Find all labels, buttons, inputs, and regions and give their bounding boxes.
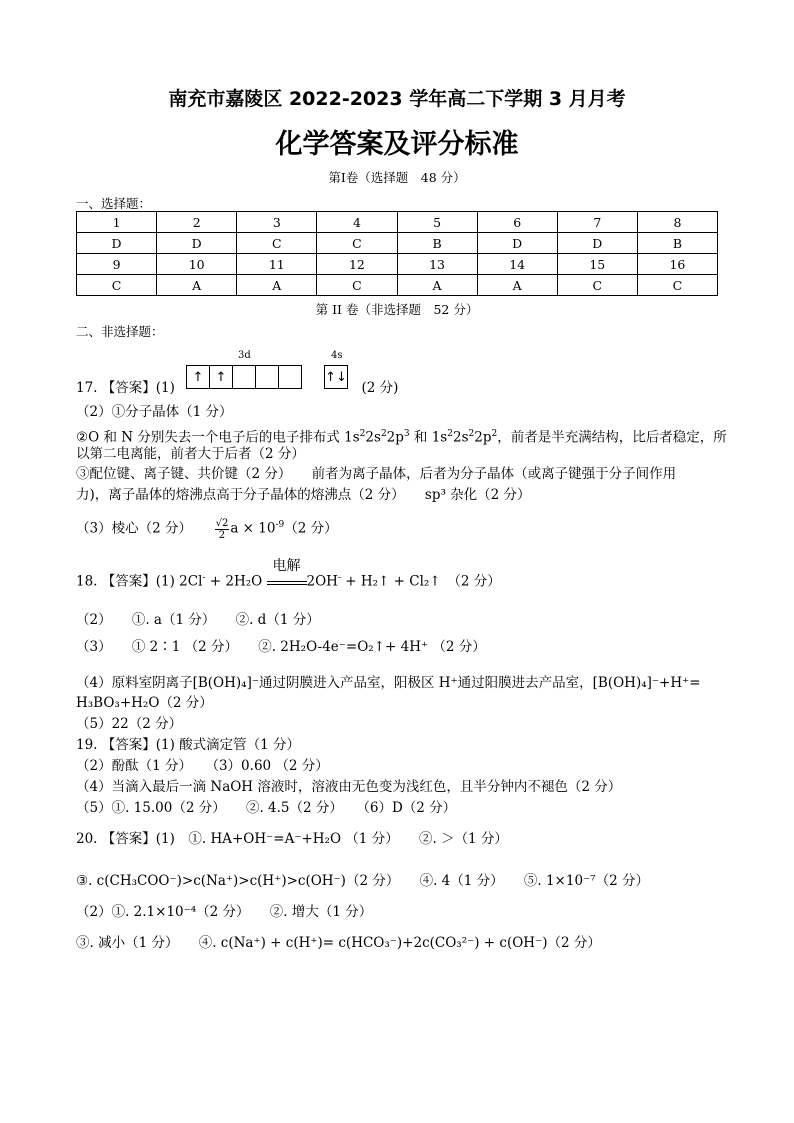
- table-cell: D: [157, 233, 237, 254]
- table-cell: 12: [317, 254, 397, 275]
- table-cell: 1: [77, 212, 157, 233]
- table-row-numbers: [77, 254, 718, 275]
- orbital-3d-label: 3d: [238, 350, 251, 361]
- table-cell: C: [77, 275, 157, 296]
- q19-line2: （2）酚酞（1 分） （3）0.60 （2 分）: [76, 758, 329, 774]
- section-nonchoice-label: 二、非选择题：: [76, 324, 164, 339]
- page-subtitle: 化学答案及评分标准: [275, 129, 519, 160]
- table-row-answers: [77, 275, 718, 296]
- orbital-box: ↑: [187, 366, 210, 388]
- orbital-box: ↑: [210, 366, 233, 388]
- q17-score: (2 分): [361, 380, 399, 396]
- table-cell: B: [397, 233, 477, 254]
- part2-heading: 第 II 卷（非选择题 52 分）: [315, 302, 479, 317]
- q20-line3: （2）①. 2.1×10⁻⁴（2 分） ②. 增大（1 分）: [76, 904, 373, 920]
- table-cell: 13: [397, 254, 477, 275]
- q17-line3: ②O 和 N 分别失去一个电子后的电子排布式 $1s^22s^22p^3$ 和 $1s^22s^22p^2$，前者是半充满结构，比后者稳定，所: [76, 429, 727, 446]
- table-row-numbers: [77, 212, 718, 233]
- table-cell: 9: [77, 254, 157, 275]
- table-cell: 4: [317, 212, 397, 233]
- q19-line4: （5）①. 15.00（2 分） ②. 4.5（2 分） （6）D（2 分）: [76, 800, 457, 816]
- table-cell: C: [317, 275, 397, 296]
- table-cell: 14: [477, 254, 557, 275]
- table-cell: B: [637, 233, 717, 254]
- q19-line3: （4）当滴入最后一滴 NaOH 溶液时，溶液由无色变为浅红色，且半分钟内不褪色（2 分）: [76, 779, 622, 795]
- orbital-box: ↑↓: [325, 369, 347, 385]
- fraction: $\frac{√2}{2}$: [215, 517, 229, 541]
- q17-line1: [76, 378, 721, 398]
- table-cell: A: [397, 275, 477, 296]
- table-cell: 5: [397, 212, 477, 233]
- table-cell: 16: [637, 254, 717, 275]
- table-cell: 8: [637, 212, 717, 233]
- table-cell: 6: [477, 212, 557, 233]
- q20-line1: 20. 【答案】(1) ①. HA+OH⁻=A⁻+H₂O （1 分） ②. ＞（1 分）: [76, 831, 508, 847]
- q18-line3: （3） ① 2∶1 （2 分） ②. 2H₂O-4e⁻=O₂↑+ 4H⁺ （2 分）: [76, 639, 486, 655]
- q18-line2: （2） ①. a（1 分） ②. d（1 分）: [76, 612, 320, 628]
- table-cell: A: [157, 275, 237, 296]
- table-cell: D: [477, 233, 557, 254]
- table-cell: A: [477, 275, 557, 296]
- q20-line2: ③. c(CH₃COO⁻)>c(Na⁺)>c(H⁺)>c(OH⁻)（2 分） ④. 4（1 分） ⑤. 1×10⁻⁷（2 分）: [76, 873, 649, 889]
- table-cell: C: [557, 275, 637, 296]
- table-cell: 11: [237, 254, 317, 275]
- table-cell: 2: [157, 212, 237, 233]
- table-row-answers: [77, 233, 718, 254]
- table-cell: C: [637, 275, 717, 296]
- table-cell: D: [557, 233, 637, 254]
- table-cell: 7: [557, 212, 637, 233]
- q20-line4: ③. 减小（1 分） ④. c(Na⁺) + c(H⁺)= c(HCO₃⁻)+2c(CO₃²⁻) + c(OH⁻)（2 分）: [76, 935, 601, 951]
- q18-line5: H₃BO₃+H₂O（2 分）: [76, 695, 213, 711]
- section-choice-label: 一、选择题：: [76, 196, 152, 211]
- q17-line7: （3）棱心（2 分） $\frac{√2}{2}$ $a \times 10^{-9}(2$ 分）: [76, 517, 338, 541]
- page-title: 南充市嘉陵区 2022-2023 学年高二下学期 3 月月考: [168, 88, 626, 110]
- q17-label: 17. 【答案】(1): [76, 380, 175, 396]
- electrolysis-condition: 电解: [267, 572, 307, 592]
- table-cell: 10: [157, 254, 237, 275]
- q17-line2: （2）①分子晶体（1 分）: [76, 404, 233, 420]
- part1-heading: 第Ⅰ卷（选择题 48 分）: [328, 170, 466, 185]
- q18-line1: 18. 【答案】(1) 2Cl- + 2H₂O 电解 2OH- + H₂↑ + Cl₂↑ （2 分）: [76, 557, 501, 590]
- q18-line6: （5）22（2 分）: [76, 716, 183, 732]
- table-cell: 3: [237, 212, 317, 233]
- table-cell: D: [77, 233, 157, 254]
- q17-line6: 力)，离子晶体的熔沸点高于分子晶体的熔沸点（2 分） sp³ 杂化（2 分）: [76, 487, 531, 503]
- table-cell: C: [237, 233, 317, 254]
- answer-table: [76, 211, 718, 296]
- q17-line4: 以第二电离能，前者大于后者（2 分）: [76, 446, 305, 462]
- orbital-4s-label: 4s: [331, 350, 343, 361]
- q18-line4: （4）原料室阴离子[B(OH)₄]⁻通过阴膜进入产品室，阳极区 H⁺通过阳膜进去产品室，[B(OH)₄]⁻+H⁺=: [76, 675, 701, 691]
- table-cell: 15: [557, 254, 637, 275]
- table-cell: C: [317, 233, 397, 254]
- q17-line5: ③配位键、离子键、共价键（2 分） 前者为离子晶体，后者为分子晶体（或离子键强于分子间作用: [76, 466, 677, 482]
- q19-line1: 19. 【答案】(1) 酸式滴定管（1 分）: [76, 737, 301, 753]
- table-cell: A: [237, 275, 317, 296]
